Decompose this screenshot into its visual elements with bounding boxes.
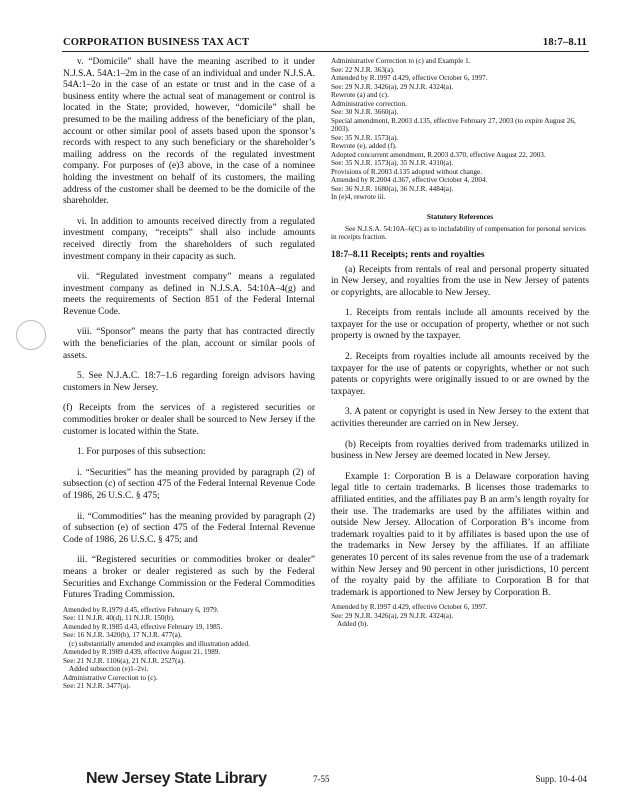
history-line: See: 29 N.J.R. 3426(a), 29 N.J.R. 4324(a). <box>331 82 454 91</box>
history-line: Amended by R.1997 d.429, effective October 6, 1997. <box>331 603 488 612</box>
paragraph: vi. In addition to amounts received directly from a regulated investment company, “receipts” shall also include amounts received directly from the shareholders of such regulated investment company in their capacity as such. <box>63 216 315 262</box>
history-line: See: 22 N.J.R. 363(a). <box>331 65 395 74</box>
paragraph: viii. “Sponsor” means the party that has contracted directly with the beneficiaries of the plan, account or similar pools of assets. <box>63 327 315 361</box>
history-line: Adopted concurrent amendment, R.2003 d.370, effective August 22, 2003. <box>331 150 546 159</box>
paragraph: (a) Receipts from rentals of real and personal property situated in New Jersey, and royalties from the use in New Jersey of patents or copyrights, are allocable to New Jersey. <box>331 264 589 298</box>
right-column <box>331 57 589 629</box>
running-header <box>63 37 587 51</box>
history-line: Added (b). <box>337 620 369 629</box>
history-line: See: 36 N.J.R. 1680(a), 36 N.J.R. 4484(a). <box>331 184 454 193</box>
section-heading: 18:7–8.11 Receipts; rents and royalties <box>331 249 485 260</box>
paragraph: ii. “Commodities” has the meaning provided by paragraph (2) of subsection (e) of section 475 of the Federal Internal Revenue Code of 1986, 26 U.S.C. § 475; and <box>63 511 315 545</box>
library-stamp: New Jersey State Library <box>86 770 267 787</box>
paragraph: (f) Receipts from the services of a registered securities or commodities broker or dealer shall be sourced to New Jersey if the customer is located within the State. <box>63 403 315 437</box>
history-line: Administrative correction. <box>331 99 407 108</box>
history-line: In (e)4, rewrote iii. <box>331 193 386 201</box>
history-line: Special amendment, R.2003 d.135, effective February 27, 2003 (to expire August 26, 2003). <box>331 116 576 133</box>
history-line: See: 16 N.J.R. 3420(b), 17 N.J.R. 477(a). <box>63 631 182 640</box>
history-notes <box>331 57 589 202</box>
history-notes <box>63 606 315 691</box>
header-section-number: 18:7–8.11 <box>542 37 587 48</box>
history-line: See: 21 N.J.R. 3477(a). <box>63 682 131 691</box>
page-number: 7-55 <box>313 774 330 784</box>
paragraph: 2. Receipts from royalties include all amounts received by the taxpayer for the use of patents or copyrights, whether or not such patents or copyrights were originally issued to or are owned by the taxpayer. <box>331 352 589 397</box>
paragraph: (b) Receipts from royalties derived from trademarks utilized in business in New Jersey are deemed located in New Jersey. <box>331 439 589 462</box>
paragraph: vii. “Regulated investment company” means a regulated investment company as defined in N.J.S.A. 54:10A–4(g) and meets the requirements of Section 851 of the Federal Internal Revenue Code. <box>63 272 315 317</box>
paragraph: 1. For purposes of this subsection: <box>77 447 206 458</box>
paragraph: 1. Receipts from rentals include all amounts received by the taxpayer for the use or occupation of property, whether or not such property is owned by the taxpayer. <box>331 308 589 342</box>
history-line: Rewrote (a) and (c). <box>331 91 389 99</box>
history-line: Administrative Correction to (c). <box>63 673 158 682</box>
history-line: Amended by R.1979 d.45, effective February 6, 1979. <box>63 605 219 614</box>
paragraph: 5. See N.J.A.C. 18:7–1.6 regarding foreign advisors having customers in New Jersey. <box>63 371 315 393</box>
paragraph: i. “Securities” has the meaning provided by paragraph (2) of subsection (c) of section 475 of the Federal Internal Revenue Code of 1986, 26 U.S.C. § 475; <box>63 467 315 501</box>
paragraph: v. “Domicile” shall have the meaning ascribed to it under N.J.S.A. 54A:1–2m in the case of an individual and under N.J.S.A. 54A:1–2o in the case of an estate or trust and in the case of a business entity where the actual seat of management or control is located in the State; provided, however, “domicile” shall be presumed to be the mailing address of the beneficiary of the plan, account or other similar pool of assets based upon the sponsor’s records with respect to any such beneficiary or the shareholder’s mailing address on the records of the regulated investment company. For purposes of (e)3 above, in the case of a nominee holding the investment on behalf of its customers, the mailing address of the customer shall be deemed to be the domicile of the shareholder. <box>63 57 315 207</box>
history-line: Amended by R.1985 d.43, effective February 19, 1985. <box>63 622 223 631</box>
header-rule <box>62 51 589 52</box>
history-line: See: 30 N.J.R. 3660(a). <box>331 108 399 116</box>
history-line: See: 11 N.J.R. 40(d), 11 N.J.R. 150(b). <box>63 614 175 623</box>
history-line: See: 29 N.J.R. 3426(a), 29 N.J.R. 4324(a). <box>331 611 454 620</box>
history-line: See: 21 N.J.R. 1106(a), 21 N.J.R. 2527(a). <box>63 656 185 665</box>
paragraph: 3. A patent or copyright is used in New Jersey to the extent that activities thereunder are carried on in New Jersey. <box>331 407 589 430</box>
history-line: Amended by R.1997 d.429, effective October 6, 1997. <box>331 74 488 82</box>
paragraph: iii. “Registered securities or commodities broker or dealer” means a broker or dealer registered as such by the Federal Securities and Exchange Commission or the Federal Commodities Futures Trading Commission. <box>63 555 315 601</box>
history-line: Administrative Correction to (c) and Example 1. <box>331 57 471 65</box>
left-column <box>63 57 315 691</box>
history-line: Rewrote (e), added (f). <box>331 142 397 150</box>
history-line: Provisions of R.2003 d.135 adopted without change. <box>331 167 483 176</box>
history-line: See: 35 N.J.R. 1573(a). <box>331 133 399 142</box>
punch-hole <box>16 320 46 350</box>
history-line: Amended by R.2004 d.367, effective October 4, 2004. <box>331 176 488 184</box>
history-line: Added subsection (e)1–2vi. <box>69 665 149 674</box>
page-footer <box>63 770 587 792</box>
history-line: (c) substantially amended and examples and illustration added. <box>69 639 250 648</box>
history-line: See: 35 N.J.R. 1573(a), 35 N.J.R. 4310(a). <box>331 159 454 167</box>
header-title: CORPORATION BUSINESS TAX ACT <box>63 37 250 48</box>
history-line: Amended by R.1989 d.439, effective August 21, 1989. <box>63 648 221 657</box>
supplement-date: Supp. 10-4-04 <box>535 774 587 784</box>
history-notes <box>331 603 589 629</box>
statutory-references-title: Statutory References <box>426 211 494 221</box>
statutory-references-text: See N.J.S.A. 54:10A–6(C) as to includability of compensation for personal services in receipts fraction. <box>331 224 586 241</box>
example-paragraph: Example 1: Corporation B is a Delaware corporation having legal title to certain trademarks. B licenses those trademarks to affiliated entities, and the affiliates pay B an arm’s length royalty for their use. The trademarks are used by the affiliates within and outside New Jersey. Allocation of Corporation B’s income from trademark royalties paid to it by affiliates is based upon the use of the trademarks in New Jersey by the affiliates. If an affiliate generates 10 percent of its sales revenue from the use of a trademark within New Jersey and 90 percent in other jurisdictions, 10 percent of the royalty paid by the affiliate to Corporation B for that trademark is apportioned to New Jersey by Corporation B. <box>331 471 589 598</box>
